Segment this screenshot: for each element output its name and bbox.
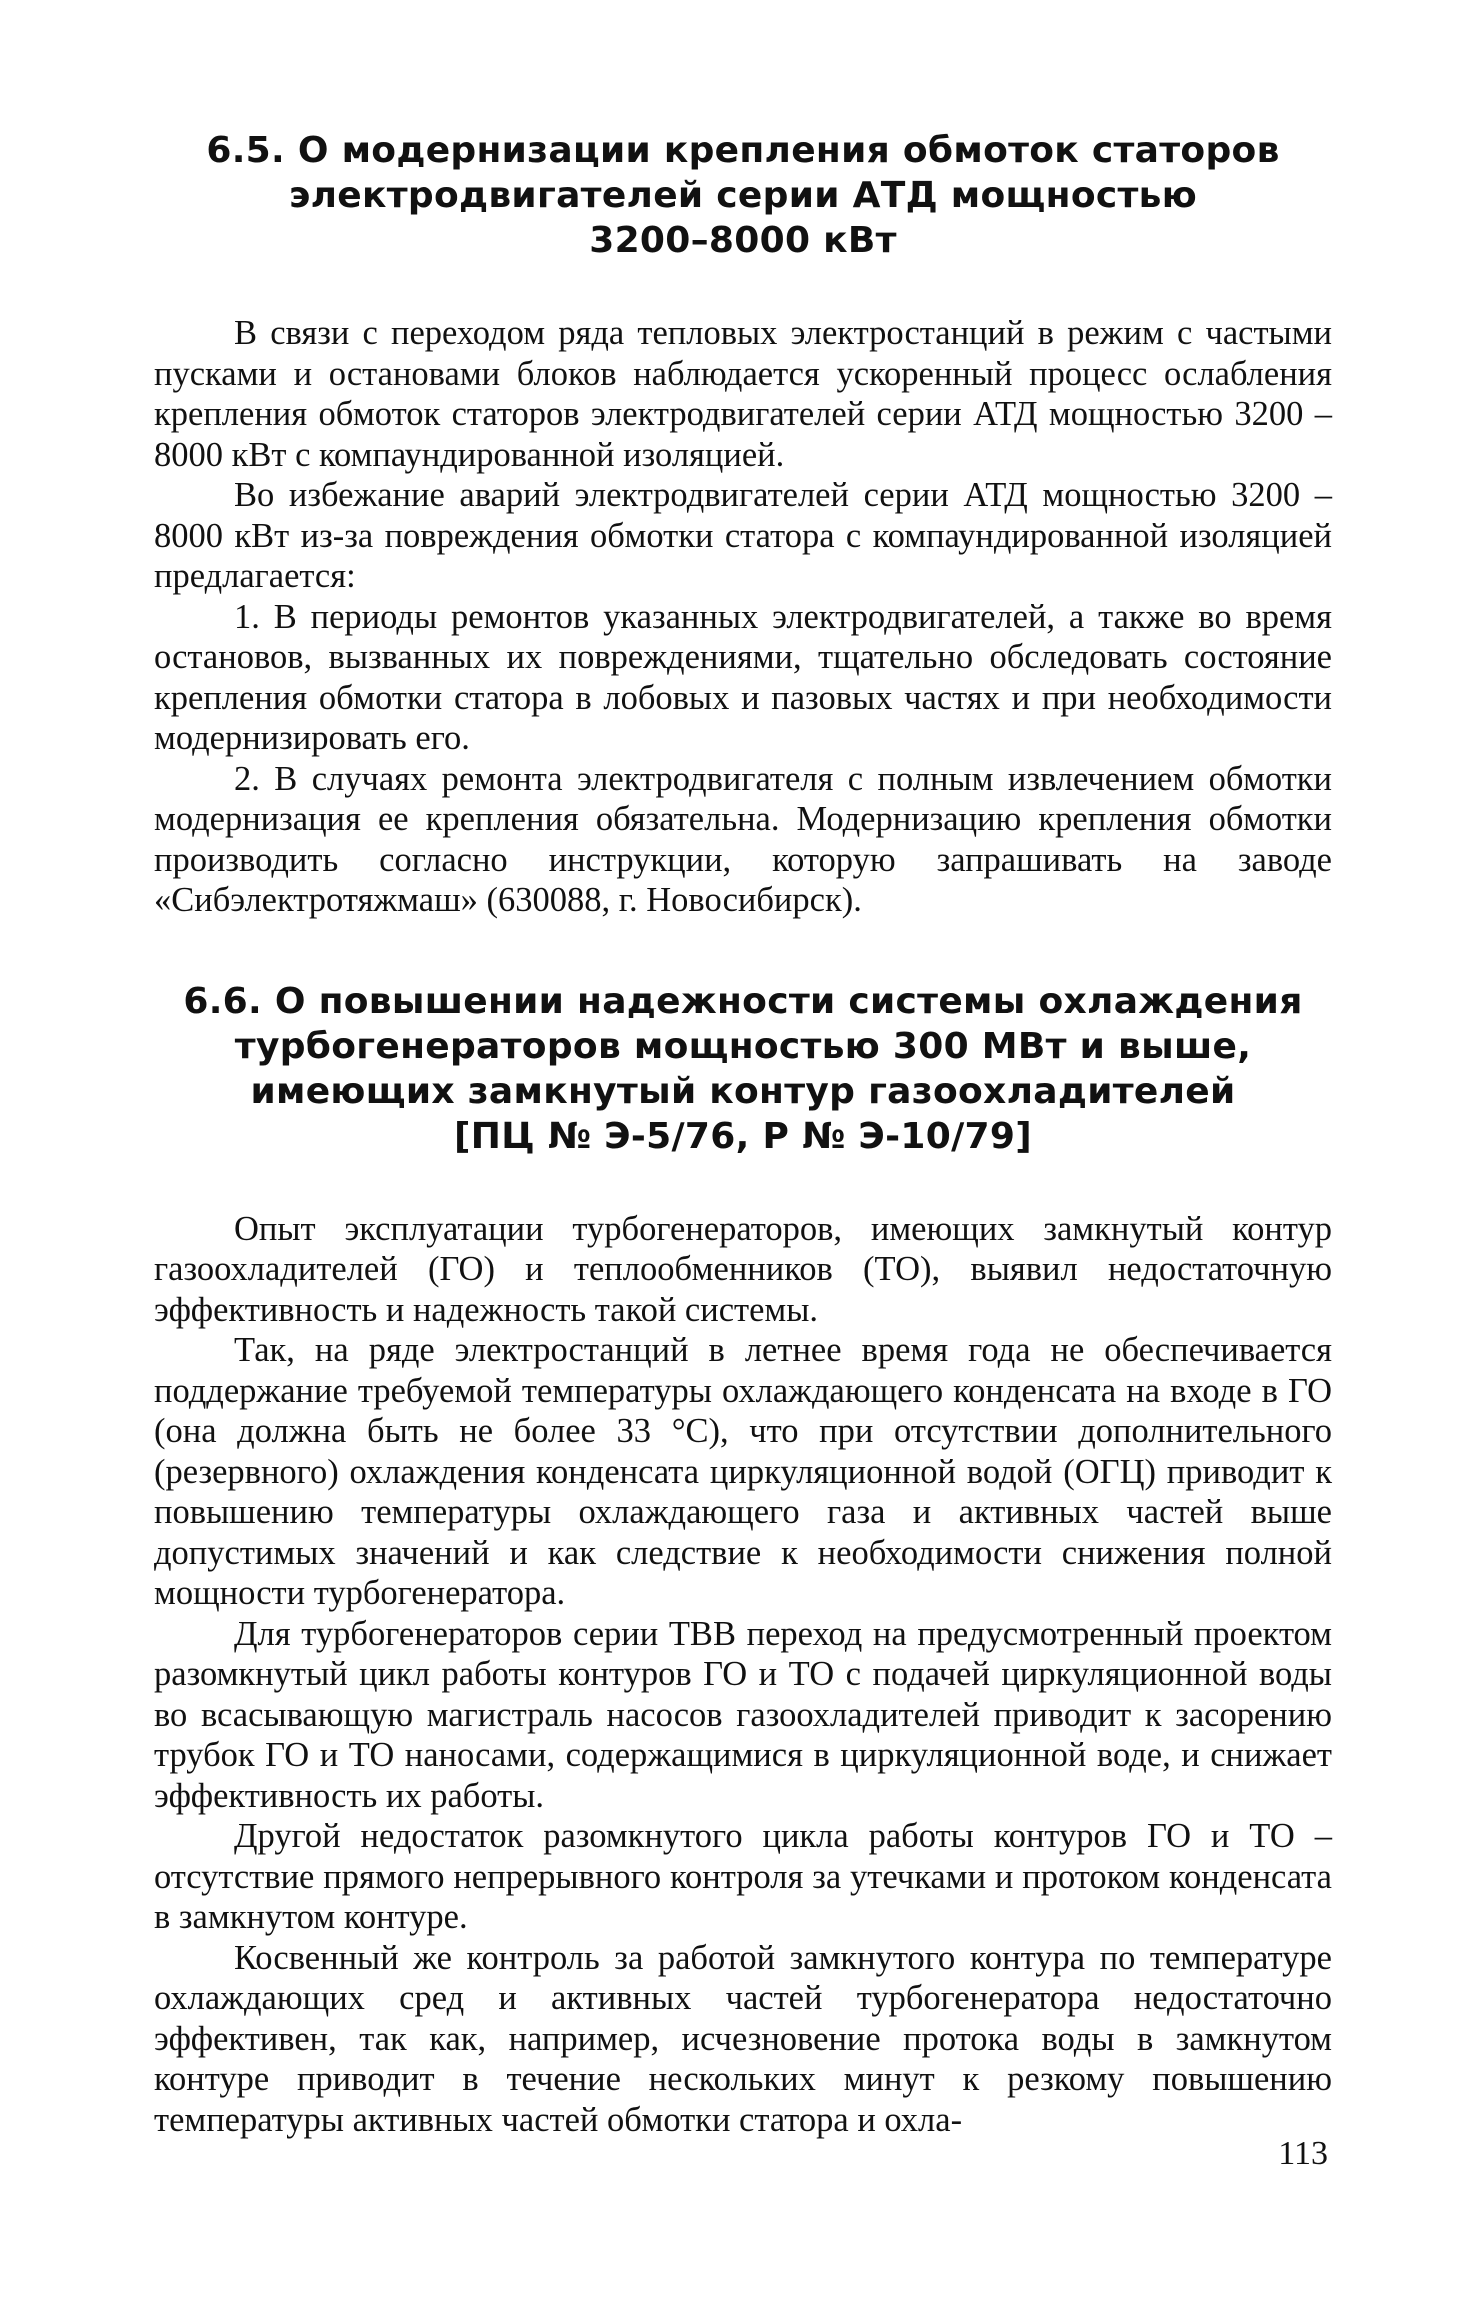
document-page (154, 128, 1332, 2140)
paragraph: Опыт эксплуатации турбогенераторов, имеющих замкнутый контур газоохладителей (ГО) и теплообменников (ТО), выявил недостаточную эффективность и надежность такой системы. (154, 1209, 1332, 1329)
heading-line: турбогенераторов мощностью 300 МВт и выше, (234, 1025, 1252, 1067)
heading-line: 6.5. О модернизации крепления обмоток статоров (206, 130, 1280, 171)
page-number: 113 (1278, 2135, 1328, 2172)
heading-line: 3200–8000 кВт (589, 220, 897, 261)
section-spacer (154, 921, 1332, 979)
paragraph: Для турбогенераторов серии ТВВ переход на предусмотренный проектом разомкнутый цикл работы контуров ГО и ТО с подачей циркуляционной воды во всасывающую магистраль насосов газоохладителей приводит к засорению трубок ГО и ТО наносами, содержащимися в циркуляционной воде, и снижает эффективность их работы. (154, 1614, 1332, 1815)
paragraph: Косвенный же контроль за работой замкнутого контура по температуре охлаждающих сред и активных частей турбогенератора недостаточно эффективен, так как, например, исчезновение протока воды в замкнутом контуре приводит в течение нескольких минут к резкому повышению температуры активных частей обмотки статора и охла- (154, 1938, 1332, 2139)
heading-line: [ПЦ № Э-5/76, Р № Э-10/79] (454, 1115, 1032, 1157)
paragraph: В связи с переходом ряда тепловых электростанций в режим с частыми пусками и остановами блоков наблюдается ускоренный процесс ослабления крепления обмоток статоров электродвигателей серии АТД мощностью 3200 – 8000 кВт с компаундированной изоляцией. (154, 314, 1332, 474)
list-item-2: 2. В случаях ремонта электродвигателя с полным извлечением обмотки модернизация ее крепления обязательна. Модернизацию крепления обмотки производить согласно инструкции, которую запрашивать на заводе «Сибэлектротяжмаш» (630088, г. Новосибирск). (154, 759, 1332, 919)
section-6-5-heading (154, 128, 1332, 263)
paragraph: Во избежание аварий электродвигателей серии АТД мощностью 3200 – 8000 кВт из-за повреждения обмотки статора с компаундированной изоляцией предлагается: (154, 476, 1332, 595)
paragraph: Так, на ряде электростанций в летнее время года не обеспечивается поддержание требуемой температуры охлаждающего конденсата на входе в ГО (она должна быть не более 33 °С), что при отсутствии дополнительного (резервного) охлаждения конденсата циркуляционной водой (ОГЦ) приводит к повышению температуры охлаждающего газа и активных частей выше допустимых значений и как следствие к необходимости снижения полной мощности турбогенератора. (154, 1331, 1332, 1612)
paragraph: Другой недостаток разомкнутого цикла работы контуров ГО и ТО – отсутствие прямого непрерывного контроля за утечками и протоком конденсата в замкнутом контуре. (154, 1817, 1332, 1936)
list-item-1: 1. В периоды ремонтов указанных электродвигателей, а также во время остановов, вызванных их повреждениями, тщательно обследовать состояние крепления обмотки статора в лобовых и пазовых частях и при необходимости модернизировать его. (154, 597, 1332, 757)
heading-line: 6.6. О повышении надежности системы охлаждения (183, 980, 1303, 1022)
heading-line: электродвигателей серии АТД мощностью (288, 175, 1198, 216)
section-6-6-heading (154, 979, 1332, 1159)
heading-line: имеющих замкнутый контур газоохладителей (250, 1070, 1236, 1112)
